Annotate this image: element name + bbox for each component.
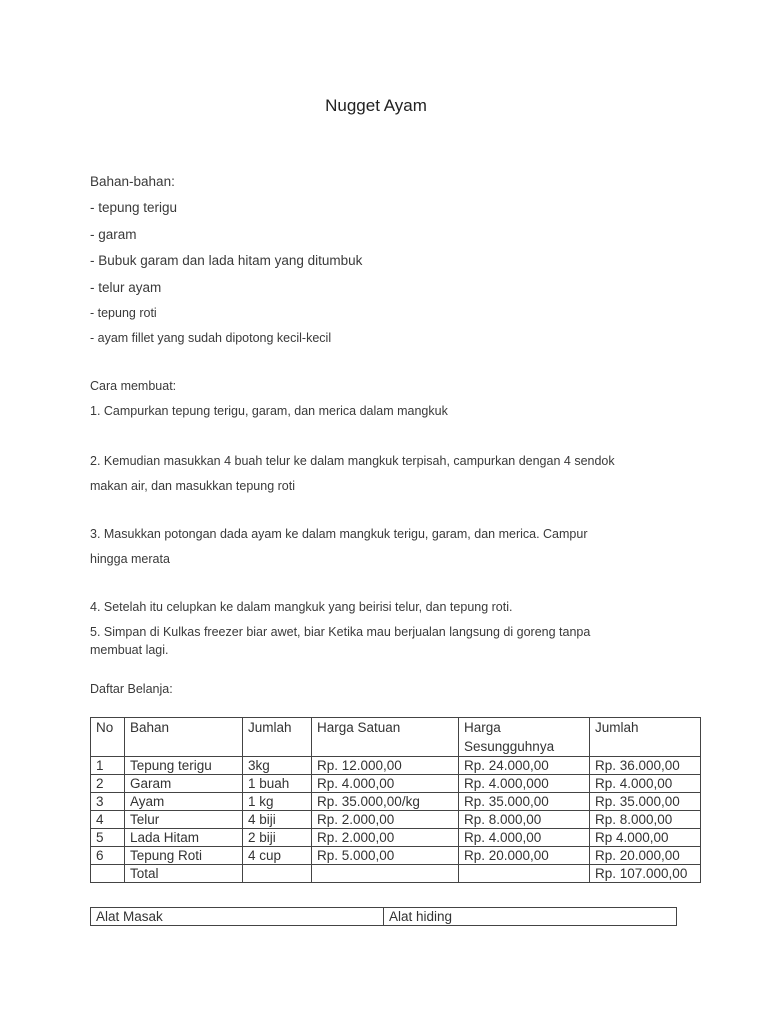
table-cell: Rp. 4.000,00 bbox=[459, 829, 590, 847]
bahan-item: - tepung roti bbox=[90, 306, 157, 320]
table-cell: Rp. 2.000,00 bbox=[312, 811, 459, 829]
column-header: Jumlah bbox=[590, 718, 701, 757]
alat-masak-cell: Alat Masak bbox=[91, 908, 384, 926]
table-cell bbox=[312, 865, 459, 883]
table-header-row bbox=[91, 718, 701, 757]
bahan-item: - garam bbox=[90, 227, 137, 242]
table-cell: Rp. 20.000,00 bbox=[590, 847, 701, 865]
table-cell: Rp 4.000,00 bbox=[590, 829, 701, 847]
table-cell: Rp. 20.000,00 bbox=[459, 847, 590, 865]
bahan-item: - ayam fillet yang sudah dipotong kecil-kecil bbox=[90, 331, 332, 345]
table-cell: 4 cup bbox=[243, 847, 312, 865]
table-cell: 1 kg bbox=[243, 793, 312, 811]
table-cell: Tepung terigu bbox=[125, 757, 243, 775]
table-row bbox=[91, 775, 701, 793]
table-cell: Telur bbox=[125, 811, 243, 829]
bahan-heading: Bahan-bahan: bbox=[90, 174, 175, 189]
alat-hiding-cell: Alat hiding bbox=[384, 908, 677, 926]
table-cell bbox=[91, 865, 125, 883]
table-cell: Rp. 4.000,000 bbox=[459, 775, 590, 793]
cara-step: 5. Simpan di Kulkas freezer biar awet, biar Ketika mau berjualan langsung di goreng tanpa bbox=[90, 625, 591, 639]
table-row bbox=[91, 908, 677, 926]
cara-step: 4. Setelah itu celupkan ke dalam mangkuk yang beirisi telur, dan tepung roti. bbox=[90, 600, 513, 614]
table-cell: 1 bbox=[91, 757, 125, 775]
total-label: Total bbox=[125, 865, 243, 883]
cara-step: hingga merata bbox=[90, 552, 170, 566]
table-cell: Rp. 4.000,00 bbox=[590, 775, 701, 793]
table-cell: Rp. 12.000,00 bbox=[312, 757, 459, 775]
cara-step: 2. Kemudian masukkan 4 buah telur ke dalam mangkuk terpisah, campurkan dengan 4 sendok bbox=[90, 454, 615, 468]
table-cell bbox=[243, 865, 312, 883]
table-cell: 1 buah bbox=[243, 775, 312, 793]
column-header: Harga Satuan bbox=[312, 718, 459, 757]
table-cell: 6 bbox=[91, 847, 125, 865]
column-header: Bahan bbox=[125, 718, 243, 757]
table-cell: 2 bbox=[91, 775, 125, 793]
table-cell: 5 bbox=[91, 829, 125, 847]
bahan-item: - tepung terigu bbox=[90, 200, 178, 215]
tools-table bbox=[90, 907, 677, 926]
daftar-heading: Daftar Belanja: bbox=[90, 682, 173, 696]
table-cell bbox=[459, 865, 590, 883]
table-cell: 3 bbox=[91, 793, 125, 811]
table-cell: Rp. 4.000,00 bbox=[312, 775, 459, 793]
cara-step: membuat lagi. bbox=[90, 643, 169, 657]
table-cell: Rp. 35.000,00 bbox=[590, 793, 701, 811]
cara-heading: Cara membuat: bbox=[90, 379, 177, 393]
total-value: Rp. 107.000,00 bbox=[590, 865, 701, 883]
column-header: Harga Sesungguhnya bbox=[459, 718, 590, 757]
column-header: Jumlah bbox=[243, 718, 312, 757]
table-row bbox=[91, 793, 701, 811]
table-row bbox=[91, 829, 701, 847]
cara-step: 3. Masukkan potongan dada ayam ke dalam mangkuk terigu, garam, dan merica. Campur bbox=[90, 527, 588, 541]
table-cell: 3kg bbox=[243, 757, 312, 775]
table-cell: 4 biji bbox=[243, 811, 312, 829]
table-cell: Garam bbox=[125, 775, 243, 793]
table-row bbox=[91, 811, 701, 829]
table-cell: Ayam bbox=[125, 793, 243, 811]
cara-step: 1. Campurkan tepung terigu, garam, dan merica dalam mangkuk bbox=[90, 404, 448, 418]
table-cell: Rp. 35.000,00/kg bbox=[312, 793, 459, 811]
bahan-item: - telur ayam bbox=[90, 280, 162, 295]
table-cell: Rp. 8.000,00 bbox=[590, 811, 701, 829]
table-row bbox=[91, 757, 701, 775]
table-row bbox=[91, 847, 701, 865]
table-cell: Rp. 24.000,00 bbox=[459, 757, 590, 775]
table-cell: Rp. 8.000,00 bbox=[459, 811, 590, 829]
cara-step: makan air, dan masukkan tepung roti bbox=[90, 479, 295, 493]
column-header: No bbox=[91, 718, 125, 757]
table-cell: Rp. 5.000,00 bbox=[312, 847, 459, 865]
table-cell: 4 bbox=[91, 811, 125, 829]
table-cell: Lada Hitam bbox=[125, 829, 243, 847]
shopping-table bbox=[90, 717, 701, 883]
table-cell: 2 biji bbox=[243, 829, 312, 847]
table-total-row bbox=[91, 865, 701, 883]
bahan-item: - Bubuk garam dan lada hitam yang ditumbuk bbox=[90, 253, 363, 268]
table-cell: Rp. 35.000,00 bbox=[459, 793, 590, 811]
table-cell: Tepung Roti bbox=[125, 847, 243, 865]
table-cell: Rp. 36.000,00 bbox=[590, 757, 701, 775]
table-cell: Rp. 2.000,00 bbox=[312, 829, 459, 847]
page-title: Nugget Ayam bbox=[325, 96, 427, 115]
